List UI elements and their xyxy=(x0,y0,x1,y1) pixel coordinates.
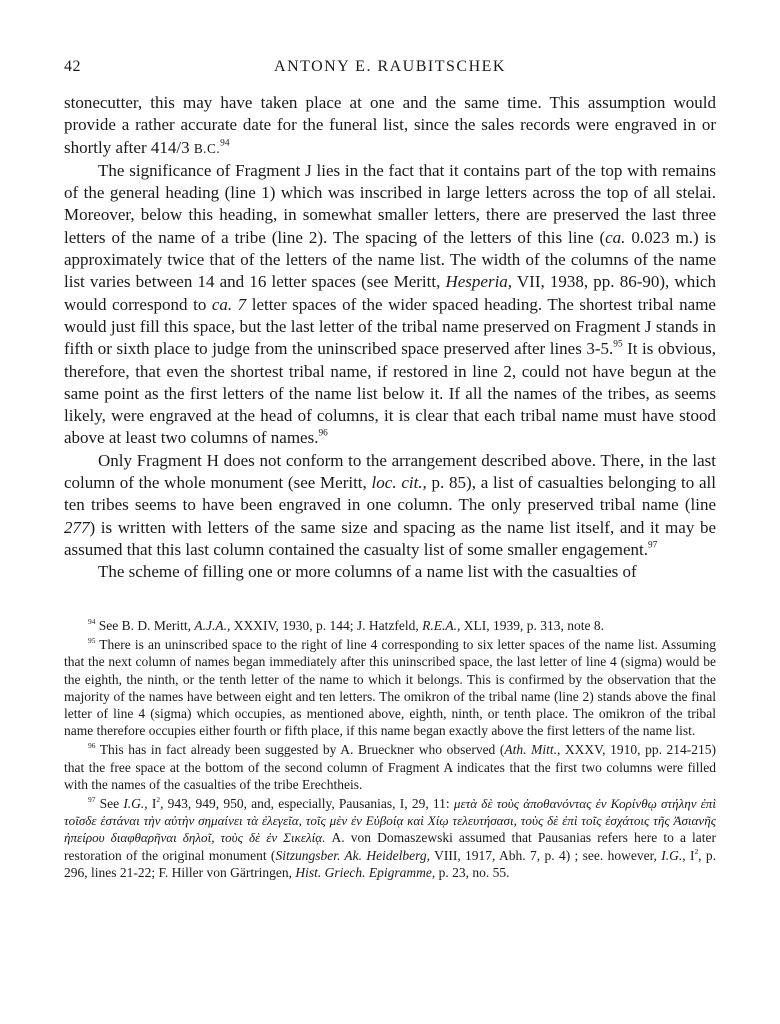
footnote-ref-94: 94 xyxy=(220,138,230,149)
footnote-ref-95: 95 xyxy=(613,339,623,350)
paragraph-1: stonecutter, this may have taken place at one and the same time. This assumption would provide a rather accurate date for the funeral list, since the sales records were engraved in or shortly after 414/3 B.C.$^{94}$ xyxy=(64,93,716,157)
paragraph-3: Only Fragment H does not conform to the arrangement described above. There, in the last column of the whole monument (see Meritt, loc. cit., p. 85), a list of casualties belonging to all ten tribes seems to have been engraved in one column. The only preserved tribal name (line 277) is written with letters of the same size and spacing as the name list itself, and it may be assumed that this last column contained the casualty list of some smaller engagement.$^{97}$ xyxy=(64,450,716,559)
footnote-97: $^{97}$ See I.G., $I^2$, 943, 949, 950, and, especially, Pausanias, I, 29, 11: μετὰ δὲ τοὺς ἀποθανόντας ἐν Κορίνθῳ στήλην ἐπὶ τοῖσδε ἑστάναι τὴν αὐτὴν σημαίνει τὰ ἐλεγεῖα, τοῖς μὲν ἐν Εὐβοίᾳ καὶ Χίῳ τελευτήσασι, τοὺς δὲ ἐπὶ τοῖς ἐσχάτοις τῆς Ἀσιανῆς ἠπείρου διαφθαρῆναι δηλοῖ, τοὺς δὲ ἐν Σικελίᾳ. A. von Domaszewski assumed that Pausanias refers here to a later restoration of the original monument (Sitzungsber. Ak. Heidelberg, VIII, 1917, Abh. 7, p. 4) ; see. however, I.G., $I^2$, p. 296, lines 21-22; F. Hiller von Gärtringen, Hist. Griech. Epigramme, p. 23, no. 55. xyxy=(64,795,717,880)
running-head: ANTONY E. RAUBITSCHEK xyxy=(274,58,506,75)
greek-quotation: μετὰ δὲ τοὺς ἀποθανόντας ἐν Κορίνθῳ στήλην ἐπὶ τοῖσδε ἑστάναι τὴν αὐτὴν σημαίνει τὰ ἐλεγεῖα, τοῖς μὲν ἐν Εὐβοίᾳ καὶ Χίῳ τελευτήσασι, τοὺς δὲ ἐπὶ τοῖς ἐσχάτοις τῆς Ἀσιανῆς ἠπείρου διαφθαρῆναι δηλοῖ, τοὺς δὲ ἐν Σικελίᾳ. xyxy=(64,796,716,846)
page-number: 42 xyxy=(64,58,81,75)
footnote-94: $^{94}$ See B. D. Meritt, A.J.A., XXXIV, 1930, p. 144; J. Hatzfeld, R.E.A., XLI, 1939, p. 313, note 8. xyxy=(88,617,604,633)
footnote-96: $^{96}$ This has in fact already been suggested by A. Brueckner who observed (Ath. Mitt., XXXV, 1910, pp. 214-215) that the free space at the bottom of the second column of Fragment A indicates that the first two columns were filled with the names of the casualties of the tribe Erechtheis. xyxy=(64,741,717,792)
footnote-95: $^{95}$ There is an uninscribed space to the right of line 4 corresponding to six letter spaces of the name list. Assuming that the next column of names began immediately after this uninscribed space, the last letter of line 4 (sigma) would be the eighth, the ninth, or the tenth letter of the name to which it belongs. This is confirmed by the observation that the majority of the names have between eight and ten letters. The omikron of the tribal name (line 2) stands above the final letter of line 4 (sigma) which occupies, as mentioned above, eighth, ninth, or tenth place. The omikron of the tribal name therefore occupies either fourth or fifth place, if this name began exactly above the first letters of the name list. xyxy=(64,636,716,739)
bc-abbrev: B.C. xyxy=(193,140,221,156)
footnotes xyxy=(64,617,716,881)
paragraph-4: The scheme of filling one or more columns of a name list with the casualties of xyxy=(98,562,637,582)
footnote-ref-96: 96 xyxy=(318,428,328,439)
journal-title: Hesperia, xyxy=(445,272,513,292)
footnote-ref-97: 97 xyxy=(648,540,658,551)
body-text xyxy=(64,92,716,584)
page-header xyxy=(64,58,716,82)
paragraph-2: The significance of Fragment J lies in the fact that it contains part of the top with remains of the general heading (line 1) which was inscribed in large letters across the top of all stelai. Moreover, below this heading, in somewhat smaller letters, there are preserved the last three letters of the name of a tribe (line 2). The spacing of the letters of this line (ca. 0.023 m.) is approximately twice that of the letters of the name list. The width of the columns of the name list varies between 14 and 16 letter spaces (see Meritt, Hesperia, VII, 1938, pp. 86-90), which would correspond to ca. 7 letter spaces of the wider spaced heading. The shortest tribal name would just fill this space, but the last letter of the tribal name preserved on Fragment J stands in fifth or sixth place to judge from the uninscribed space preserved after lines 3-5.95 It is obvious, therefore, that even the shortest tribal name, if restored in line 2, could not have begun at the same point as the first letters of the name list below it. If all the names of the tribes, as seems likely, were engraved at the head of columns, it is clear that each tribal name must have stood above at least two columns of names.$^{96}$ xyxy=(64,160,717,448)
